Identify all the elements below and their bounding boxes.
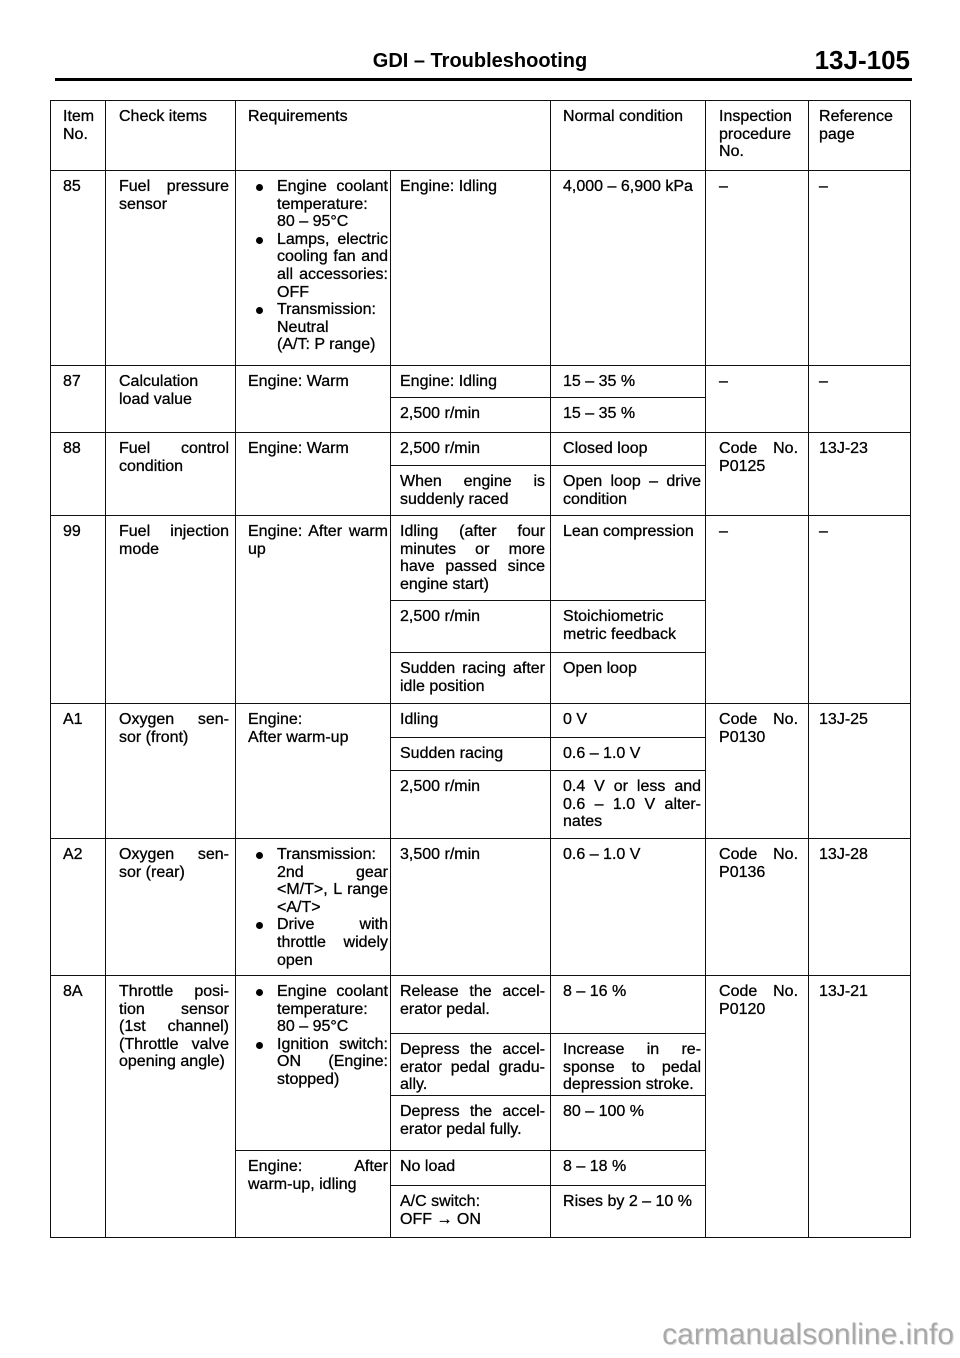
- text-line: OFF → ON: [400, 1210, 481, 1228]
- row-87-requirements: Engine: Warm: [236, 366, 391, 433]
- row-99-condition-2: 2,500 r/min: [391, 601, 551, 653]
- bullet-item: [248, 916, 388, 969]
- text-line: Drive with: [277, 916, 388, 934]
- bullet-item: [248, 178, 388, 231]
- text-line: Fuel control: [119, 440, 229, 457]
- bullet-item: [248, 301, 388, 354]
- text-line: opening angle): [119, 1053, 225, 1071]
- text-line: Depress the accel-: [400, 1103, 546, 1120]
- text-line: Code No.: [719, 440, 799, 457]
- text-line: (A/T: P range): [277, 336, 376, 354]
- text-line: P0120: [719, 1000, 766, 1018]
- text-line: Engine coolant: [277, 983, 388, 1000]
- text-line: sensor: [119, 195, 168, 213]
- text-line: Engine:: [248, 711, 303, 728]
- row-85-reference-page: –: [809, 171, 911, 366]
- row-87-reference-page: –: [809, 366, 911, 433]
- text-line: No.: [63, 125, 88, 143]
- row-99-item-no: 99: [51, 516, 106, 704]
- text-line: Reference: [819, 108, 893, 125]
- row-a1-normal-condition-1: 0 V: [551, 704, 706, 738]
- text-line: engine start): [400, 575, 489, 593]
- row-a2-inspection-procedure: [706, 839, 809, 976]
- header-check-items: Check items: [106, 101, 236, 171]
- header-requirements: Requirements: [236, 101, 551, 171]
- text-line: Engine coolant: [277, 178, 388, 195]
- text-line: erator pedal fully.: [400, 1120, 522, 1138]
- row-99-normal-condition-3: Open loop: [551, 653, 706, 704]
- text-line: (1st channel): [119, 1018, 229, 1036]
- row-a1-condition-2: Sudden racing: [391, 738, 551, 771]
- header-item-no: [51, 101, 106, 171]
- text-line: P0125: [719, 457, 766, 475]
- text-line: procedure: [719, 125, 792, 143]
- row-88-normal-condition-1: Closed loop: [551, 433, 706, 466]
- row-a2-reference-page: 13J-28: [809, 839, 911, 976]
- row-a2-normal-condition-1: 0.6 – 1.0 V: [551, 839, 706, 976]
- bullet-item: [248, 983, 388, 1036]
- text-line: Code No.: [719, 846, 799, 863]
- header-normal-condition: Normal condition: [551, 101, 706, 171]
- text-line: Engine: After: [248, 1158, 388, 1175]
- text-line: P0136: [719, 863, 766, 881]
- row-99-condition-3: [391, 653, 551, 704]
- row-88-inspection-procedure: [706, 433, 809, 516]
- row-a1-normal-condition-2: 0.6 – 1.0 V: [551, 738, 706, 771]
- text-line: idle position: [400, 677, 485, 695]
- row-8a-condition-4: No load: [391, 1151, 551, 1186]
- text-line: temperature:: [277, 1000, 368, 1018]
- text-line: Transmission:: [277, 846, 376, 863]
- row-8a-condition-3: [391, 1096, 551, 1151]
- text-line: temperature:: [277, 195, 368, 213]
- header-reference-page: [809, 101, 911, 171]
- row-99-inspection-procedure: –: [706, 516, 809, 704]
- row-8a-requirements-2: [236, 1151, 391, 1238]
- table-row: [51, 433, 911, 466]
- table-row: [51, 976, 911, 1034]
- row-85-item-no: 85: [51, 171, 106, 366]
- row-87-check-items: [106, 366, 236, 433]
- row-99-normal-condition-1: Lean compression: [551, 516, 706, 601]
- table-row: [51, 704, 911, 738]
- text-line: Inspection: [719, 108, 792, 125]
- text-line: Depress the accel-: [400, 1041, 546, 1058]
- text-line: cooling fan and: [277, 248, 388, 266]
- table-header-row: [51, 101, 911, 171]
- row-a1-normal-condition-3: [551, 771, 706, 839]
- text-line: ON (Engine:: [277, 1053, 388, 1071]
- row-87-inspection-procedure: –: [706, 366, 809, 433]
- row-85-requirements: [236, 171, 391, 366]
- row-88-condition-1: 2,500 r/min: [391, 433, 551, 466]
- text-line: sponse to pedal: [563, 1058, 702, 1076]
- text-line: Stoichiometric: [563, 608, 664, 625]
- text-line: OFF: [277, 283, 309, 301]
- bullet-item: [248, 846, 388, 916]
- text-line: 0.6 – 1.0 V alter-: [563, 795, 702, 813]
- row-a1-condition-1: Idling: [391, 704, 551, 738]
- text-line: all accessories:: [277, 265, 388, 283]
- row-99-condition-1: [391, 516, 551, 601]
- text-line: Code No.: [719, 983, 799, 1000]
- row-99-normal-condition-2: [551, 601, 706, 653]
- row-88-condition-2: [391, 466, 551, 516]
- row-99-requirements: [236, 516, 391, 704]
- text-line: Release the accel-: [400, 983, 546, 1000]
- text-line: Oxygen sen-: [119, 846, 229, 863]
- text-line: (Throttle valve: [119, 1035, 229, 1053]
- row-8a-check-items: [106, 976, 236, 1238]
- text-line: 0.4 V or less and: [563, 778, 702, 795]
- row-8a-normal-condition-3: 80 – 100 %: [551, 1096, 706, 1151]
- text-line: When engine is: [400, 473, 546, 490]
- text-line: After warm-up: [248, 728, 349, 746]
- text-line: have passed since: [400, 558, 546, 576]
- bullet-item: [248, 1036, 388, 1089]
- row-a1-inspection-procedure: [706, 704, 809, 839]
- page-number: 13J-105: [814, 45, 910, 75]
- text-line: sor (rear): [119, 863, 185, 881]
- text-line: erator pedal gradu-: [400, 1058, 546, 1076]
- text-line: Throttle posi-: [119, 983, 229, 1000]
- row-8a-inspection-procedure: [706, 976, 809, 1238]
- text-line: Increase in re-: [563, 1041, 702, 1058]
- table-row: [51, 171, 911, 366]
- row-88-check-items: [106, 433, 236, 516]
- row-8a-condition-2: [391, 1034, 551, 1096]
- text-line: tion sensor: [119, 1000, 229, 1018]
- row-88-requirements: Engine: Warm: [236, 433, 391, 516]
- row-88-item-no: 88: [51, 433, 106, 516]
- text-line: Idling (after four: [400, 523, 546, 540]
- row-87-condition-1: Engine: Idling: [391, 366, 551, 398]
- row-a1-item-no: A1: [51, 704, 106, 839]
- row-a2-item-no: A2: [51, 839, 106, 976]
- row-88-normal-condition-2: [551, 466, 706, 516]
- text-line: Transmission:: [277, 301, 376, 319]
- text-line: No.: [719, 143, 744, 161]
- row-a2-check-items: [106, 839, 236, 976]
- row-85-condition-1: Engine: Idling: [391, 171, 551, 366]
- row-85-normal-condition-1: 4,000 – 6,900 kPa: [551, 171, 706, 366]
- text-line: Item: [63, 108, 95, 125]
- text-line: open: [277, 951, 313, 969]
- row-8a-normal-condition-2: [551, 1034, 706, 1096]
- page-title: GDI – Troubleshooting: [372, 50, 588, 72]
- text-line: throttle widely: [277, 933, 388, 951]
- text-line: load value: [119, 390, 192, 408]
- row-a1-requirements: [236, 704, 391, 839]
- table-row: [51, 366, 911, 398]
- text-line: page: [819, 125, 855, 143]
- text-line: Ignition switch:: [277, 1035, 388, 1053]
- row-8a-normal-condition-1: 8 – 16 %: [551, 976, 706, 1034]
- text-line: Sudden racing after: [400, 660, 546, 677]
- header-inspection-procedure-no: [706, 101, 809, 171]
- row-88-reference-page: 13J-23: [809, 433, 911, 516]
- text-line: erator pedal.: [400, 1000, 490, 1018]
- text-line: warm-up, idling: [248, 1175, 357, 1193]
- row-a1-condition-3: 2,500 r/min: [391, 771, 551, 839]
- text-line: Calculation: [119, 373, 199, 390]
- text-line: 2nd gear: [277, 863, 388, 881]
- table-row: [51, 516, 911, 601]
- text-line: Engine: After warm: [248, 523, 388, 540]
- text-line: <M/T>, L range: [277, 881, 388, 899]
- text-line: stopped): [277, 1070, 340, 1088]
- text-line: <A/T>: [277, 898, 321, 916]
- row-99-reference-page: –: [809, 516, 911, 704]
- row-a1-check-items: [106, 704, 236, 839]
- row-8a-reference-page: 13J-21: [809, 976, 911, 1238]
- text-line: Neutral: [277, 318, 329, 336]
- text-line: condition: [119, 457, 184, 475]
- text-line: 80 – 95°C: [277, 1018, 349, 1036]
- text-line: 80 – 95°C: [277, 213, 349, 231]
- text-line: P0130: [719, 728, 766, 746]
- row-a2-condition-1: 3,500 r/min: [391, 839, 551, 976]
- text-line: A/C switch:: [400, 1193, 481, 1210]
- row-99-check-items: [106, 516, 236, 704]
- text-line: mode: [119, 540, 160, 558]
- row-87-condition-2: 2,500 r/min: [391, 398, 551, 433]
- text-line: ally.: [400, 1076, 428, 1094]
- text-line: metric feedback: [563, 625, 676, 643]
- text-line: Code No.: [719, 711, 799, 728]
- row-8a-requirements-1: [236, 976, 391, 1151]
- text-line: Fuel pressure: [119, 178, 229, 195]
- text-line: nates: [563, 813, 603, 831]
- text-line: Oxygen sen-: [119, 711, 229, 728]
- row-87-normal-condition-2: 15 – 35 %: [551, 398, 706, 433]
- row-8a-normal-condition-5: Rises by 2 – 10 %: [551, 1186, 706, 1238]
- text-line: Fuel injection: [119, 523, 229, 540]
- row-8a-item-no: 8A: [51, 976, 106, 1238]
- row-8a-condition-5: [391, 1186, 551, 1238]
- table-row: [51, 839, 911, 976]
- row-a1-reference-page: 13J-25: [809, 704, 911, 839]
- watermark: carmanualsonline.info: [662, 1318, 954, 1351]
- text-line: up: [248, 540, 266, 558]
- bullet-item: [248, 231, 388, 301]
- row-87-normal-condition-1: 15 – 35 %: [551, 366, 706, 398]
- text-line: Open loop – drive: [563, 473, 702, 490]
- row-85-inspection-procedure: –: [706, 171, 809, 366]
- text-line: Lamps, electric: [277, 230, 388, 248]
- row-85-check-items: [106, 171, 236, 366]
- text-line: depression stroke.: [563, 1076, 694, 1094]
- row-8a-condition-1: [391, 976, 551, 1034]
- text-line: minutes or more: [400, 540, 546, 558]
- text-line: condition: [563, 490, 628, 508]
- text-line: suddenly raced: [400, 490, 509, 508]
- header-rule: [55, 78, 912, 81]
- row-87-item-no: 87: [51, 366, 106, 433]
- text-line: sor (front): [119, 728, 189, 746]
- row-a2-requirements: [236, 839, 391, 976]
- troubleshooting-table: [50, 100, 911, 1238]
- row-8a-normal-condition-4: 8 – 18 %: [551, 1151, 706, 1186]
